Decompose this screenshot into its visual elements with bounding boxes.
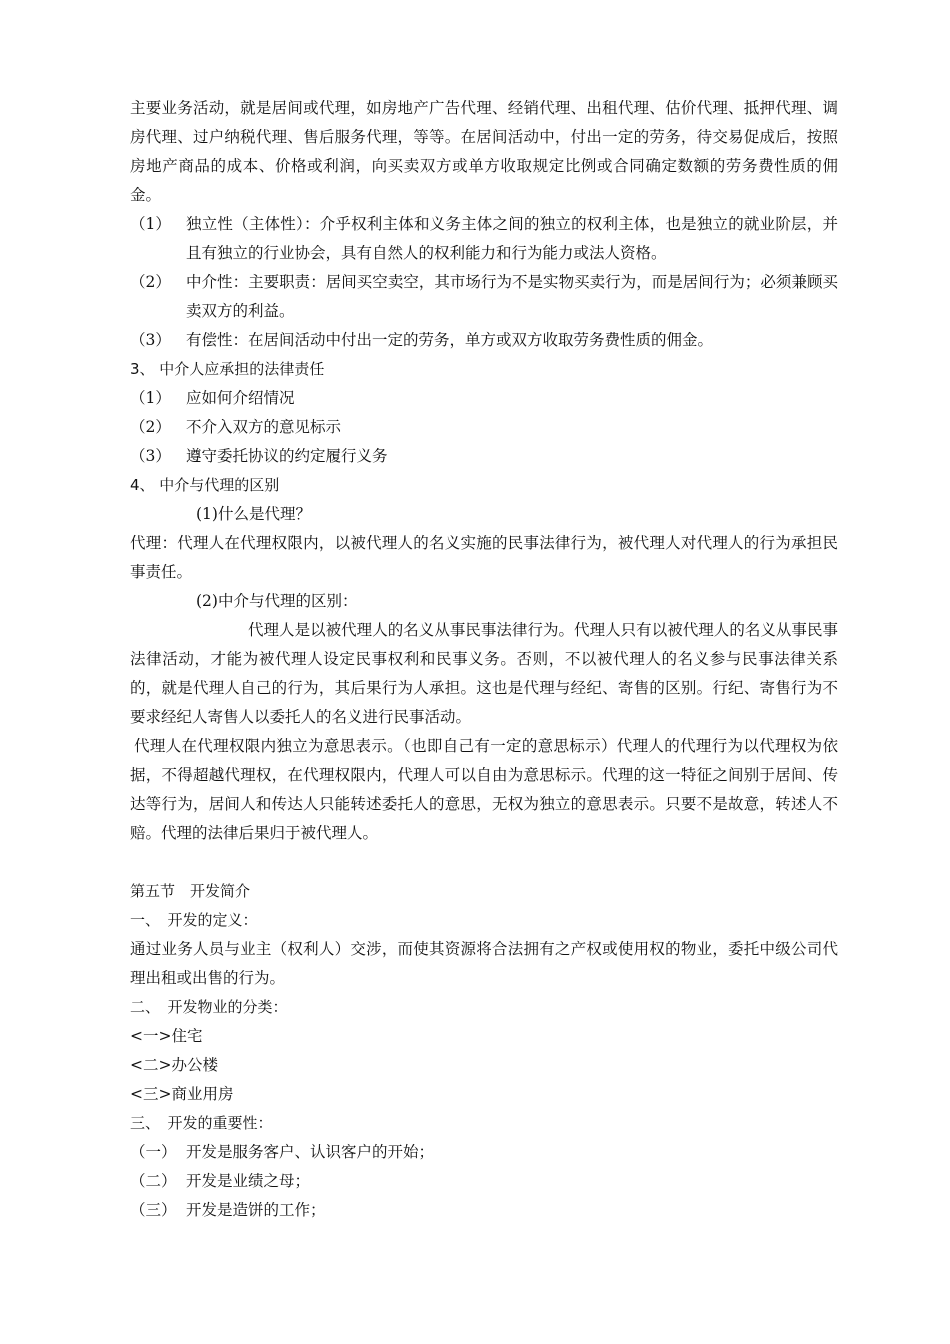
trait-text: 独立性（主体性）：介乎权利主体和义务主体之间的独立的权利主体，也是独立的就业阶层，并且有独立的行业协会，具有自然人的权利能力和行为能力或法人资格。 (186, 215, 838, 262)
duty-text: 不介入双方的意见标示 (186, 418, 342, 436)
trait-text: 中介性：主要职责：居间买空卖空，其市场行为不是实物买卖行为，而是居间行为；必须兼顾买卖双方的利益。 (186, 273, 838, 320)
section-spacer (130, 848, 838, 877)
question-difference: (2)中介与代理的区别： (196, 592, 358, 610)
development-definition: 通过业务人员与业主（权利人）交涉，而使其资源将合法拥有之产权或使用权的物业，委托中级公司代理出租或出售的行为。 (130, 940, 838, 987)
importance-text: 开发是造饼的工作； (186, 1201, 326, 1219)
trait-number: （2） (130, 273, 171, 291)
property-type-item: <一>住宅 (130, 1027, 203, 1045)
importance-number: （二） (130, 1172, 177, 1190)
property-types-heading: 二、 开发物业的分类： (130, 998, 288, 1016)
duty-item (130, 413, 838, 442)
intro-paragraph: 主要业务活动，就是居间或代理，如房地产广告代理、经销代理、出租代理、估价代理、抵押代理、调房代理、过户纳税代理、售后服务代理，等等。在居间活动中，付出一定的劳务，待交易促成后，按照房地产商品的成本、价格或利润，向买卖双方或单方收取规定比例或合同确定数额的劳务费性质的佣金。 (130, 99, 838, 204)
duty-text: 应如何介绍情况 (186, 389, 295, 407)
importance-text: 开发是业绩之母； (186, 1172, 311, 1190)
question-what-is-agency: (1)什么是代理？ (196, 505, 311, 523)
importance-number: （三） (130, 1201, 177, 1219)
duty-number: （3） (130, 447, 171, 465)
trait-item (130, 268, 838, 326)
difference-paragraph-2: 代理人在代理权限内独立为意思表示。（也即自己有一定的意思标示）代理人的代理行为以代理权为依据，不得超越代理权，在代理权限内，代理人可以自由为意思标示。代理的这一特征之间别于居间、传达等行为，居间人和传达人只能转述委托人的意思，无权为独立的意思表示。只要不是故意，转述人不赔。代理的法律后果归于被代理人。 (130, 737, 838, 842)
development-definition-heading: 一、 开发的定义： (130, 911, 258, 929)
importance-item (130, 1167, 838, 1196)
importance-item (130, 1196, 838, 1225)
importance-text: 开发是服务客户、认识客户的开始； (186, 1143, 435, 1161)
property-type-item: <三>商业用房 (130, 1085, 234, 1103)
duty-item (130, 442, 838, 471)
trait-text: 有偿性：在居间活动中付出一定的劳务，单方或双方收取劳务费性质的佣金。 (186, 331, 714, 349)
importance-heading: 三、 开发的重要性： (130, 1114, 273, 1132)
trait-number: （1） (130, 215, 171, 233)
duty-number: （1） (130, 389, 171, 407)
trait-number: （3） (130, 331, 171, 349)
trait-item (130, 210, 838, 268)
importance-number: （一） (130, 1143, 177, 1161)
duty-text: 遵守委托协议的约定履行义务 (186, 447, 388, 465)
property-type-item: <二>办公楼 (130, 1056, 218, 1074)
trait-item (130, 326, 838, 355)
section4-heading: 4、 中介与代理的区别 (130, 476, 280, 494)
section5-title: 第五节 开发简介 (130, 882, 251, 900)
duty-item (130, 384, 838, 413)
section3-heading: 3、 中介人应承担的法律责任 (130, 360, 325, 378)
agency-definition: 代理：代理人在代理权限内，以被代理人的名义实施的民事法律行为，被代理人对代理人的行为承担民事责任。 (130, 534, 838, 581)
duty-number: （2） (130, 418, 171, 436)
difference-paragraph-1: 代理人是以被代理人的名义从事民事法律行为。代理人只有以被代理人的名义从事民事法律活动，才能为被代理人设定民事权利和民事义务。否则，不以被代理人的名义参与民事法律关系的，就是代理人自己的行为，其后果行为人承担。这也是代理与经纪、寄售的区别。行纪、寄售行为不要求经纪人寄售人以委托人的名义进行民事活动。 (130, 621, 838, 726)
importance-item (130, 1138, 838, 1167)
